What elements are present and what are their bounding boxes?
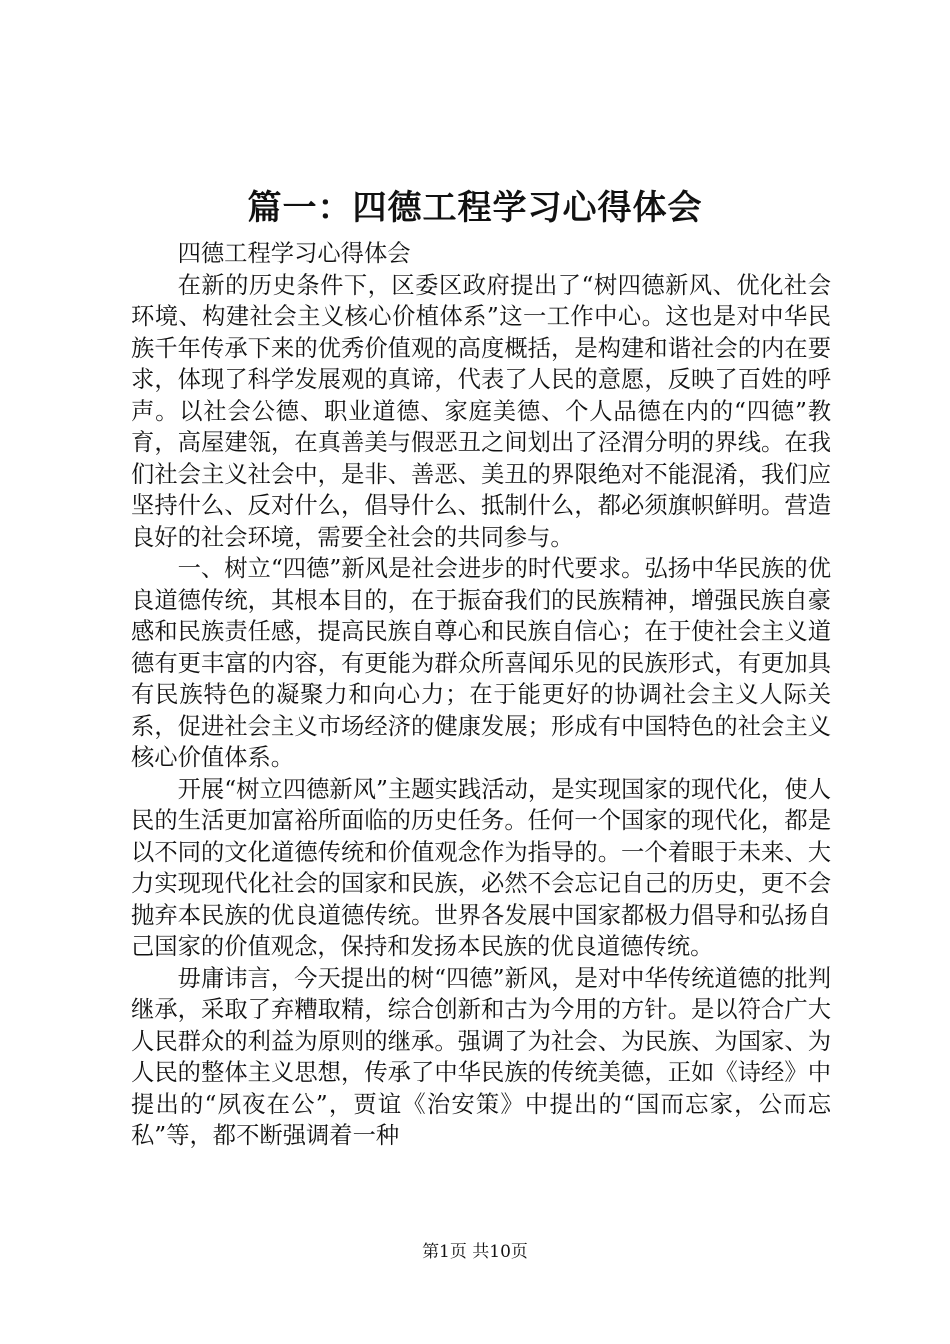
document-title: 篇一：四德工程学习心得体会 (247, 188, 703, 228)
paragraph-section-one: 一、树立“四德”新风是社会进步的时代要求。弘扬中华民族的优良道德传统，其根本目的，在于振奋我们的民族精神，增强民族自豪感和民族责任感，提高民族自尊心和民族自信心；在于使社会主义道德有更丰富的内容，有更能为群众所喜闻乐见的民族形式，有更加具有民族特色的凝聚力和向心力；在于能更好的协调社会主义人际关系，促进社会主义市场经济的健康发展；形成有中国特色的社会主义核心价值体系。 (131, 555, 831, 771)
paragraph-modernization: 开展“树立四德新风”主题实践活动，是实现国家的现代化，使人民的生活更加富裕所面临的历史任务。任何一个国家的现代化，都是以不同的文化道德传统和价值观念作为指导的。一个着眼于未来、大力实现现代化社会的国家和民族，必然不会忘记自己的历史，更不会抛弃本民族的优良道德传统。世界各发展中国家都极力倡导和弘扬自己国家的价值观念，保持和发扬本民族的优良道德传统。 (131, 775, 831, 960)
document-body (131, 238, 831, 1152)
paragraph-subtitle: 四德工程学习心得体会 (177, 240, 411, 267)
paragraph-tradition: 毋庸讳言，今天提出的树“四德”新风，是对中华传统道德的批判继承，采取了弃糟取精，综合创新和古为今用的方针。是以符合广大人民群众的利益为原则的继承。强调了为社会、为民族、为国家、为人民的整体主义思想，传承了中华民族的传统美德，正如《诗经》中提出的“夙夜在公”，贾谊《治安策》中提出的“国而忘家，公而忘私”等，都不断强调着一种 (131, 964, 831, 1149)
page-number-footer: 第1页 共10页 (422, 1242, 528, 1262)
paragraph-intro: 在新的历史条件下，区委区政府提出了“树四德新风、优化社会环境、构建社会主义核心价植体系”这一工作中心。这也是对中华民族千年传承下来的优秀价值观的高度概括，是构建和谐社会的内在要求，体现了科学发展观的真谛，代表了人民的意愿，反映了百姓的呼声。以社会公德、职业道德、家庭美德、个人品德在内的“四德”教育，高屋建瓴，在真善美与假恶丑之间划出了泾渭分明的界线。在我们社会主义社会中，是非、善恶、美丑的界限绝对不能混淆，我们应坚持什么、反对什么，倡导什么、抵制什么，都必须旗帜鲜明。营造良好的社会环境，需要全社会的共同参与。 (131, 271, 831, 551)
